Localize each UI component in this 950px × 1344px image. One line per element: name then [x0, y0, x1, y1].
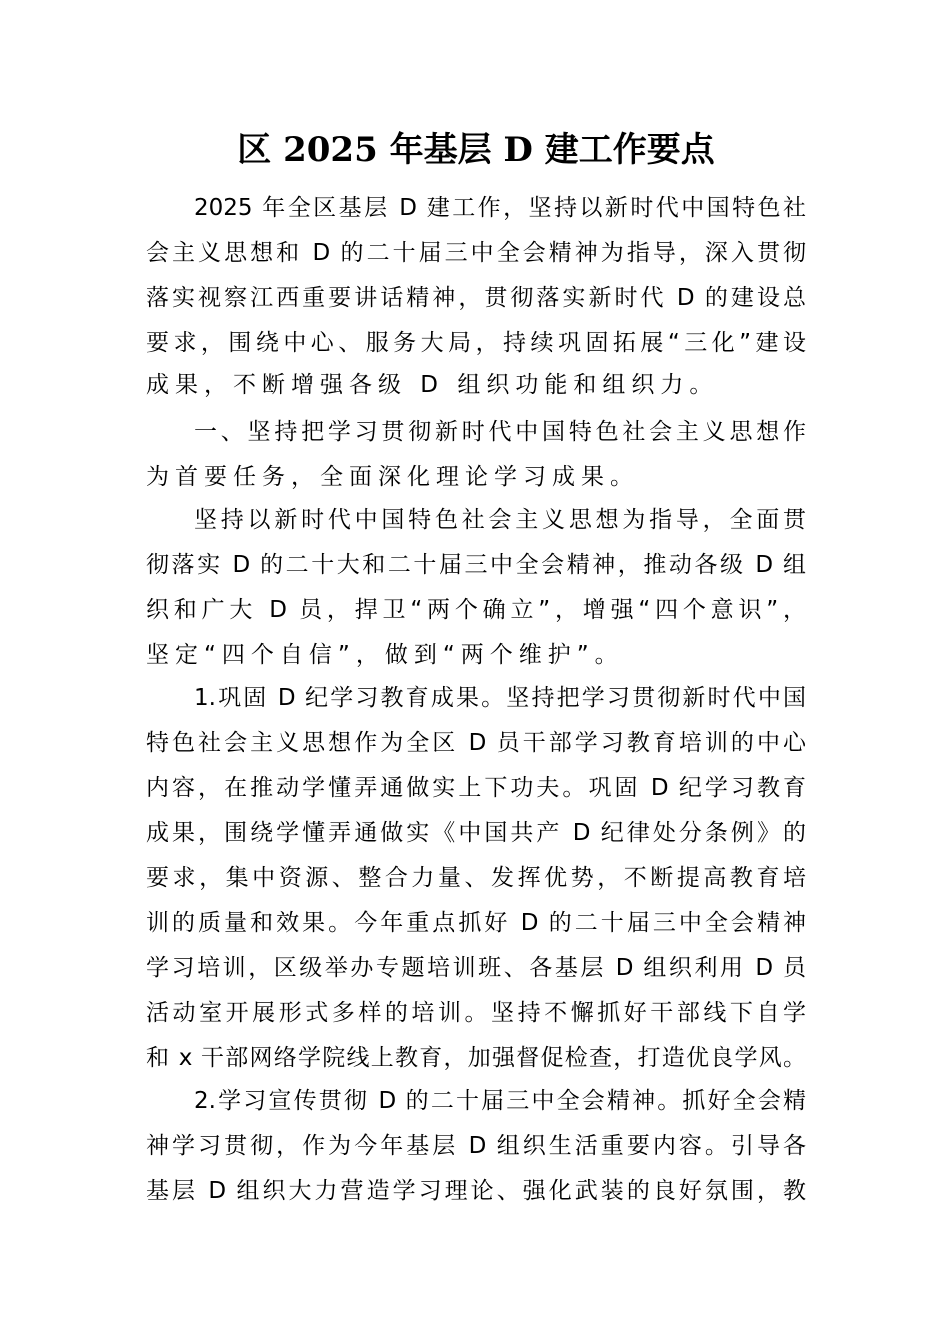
paragraph-1-line-4: 要求，围绕中心、服务大局，持续巩固拓展“三化”建设 — [146, 330, 806, 356]
paragraph-2-line-1: 坚持以新时代中国特色社会主义思想为指导，全面贯 — [194, 507, 806, 533]
paragraph-1-line-1: 2025 年全区基层 D 建工作，坚持以新时代中国特色社 — [194, 195, 806, 221]
item-1-line-2: 特色社会主义思想作为全区 D 员干部学习教育培训的中心 — [146, 730, 806, 756]
section-heading-1-line-2: 为首要任务，全面深化理论学习成果。 — [146, 464, 639, 490]
document-title: 区 2025 年基层 D 建工作要点 — [237, 130, 715, 170]
item-1-line-4: 成果，围绕学懂弄通做实《中国共产 D 纪律处分条例》的 — [146, 820, 806, 846]
paragraph-1-line-2: 会主义思想和 D 的二十届三中全会精神为指导，深入贯彻 — [146, 240, 806, 266]
item-1-line-5: 要求，集中资源、整合力量、发挥优势，不断提高教育培 — [146, 865, 806, 891]
paragraph-2-line-2: 彻落实 D 的二十大和二十届三中全会精神，推动各级 D 组 — [146, 552, 806, 578]
paragraph-1-line-3: 落实视察江西重要讲话精神，贯彻落实新时代 D 的建设总 — [146, 285, 806, 311]
paragraph-2-line-3: 织和广大 D 员，捍卫“两个确立”，增强“四个意识”， — [146, 597, 806, 623]
item-2-line-2: 神学习贯彻，作为今年基层 D 组织生活重要内容。引导各 — [146, 1133, 806, 1159]
paragraph-2-line-4: 坚定“四个自信”，做到“两个维护”。 — [146, 642, 624, 668]
item-1-line-7: 学习培训，区级举办专题培训班、各基层 D 组织利用 D 员 — [146, 955, 806, 981]
item-2-line-3: 基层 D 组织大力营造学习理论、强化武装的良好氛围，教 — [146, 1178, 806, 1204]
paragraph-1-line-5: 成果，不断增强各级 D 组织功能和组织力。 — [146, 372, 719, 398]
item-1-line-8: 活动室开展形式多样的培训。坚持不懈抓好干部线下自学 — [146, 1000, 806, 1026]
item-1-line-3: 内容，在推动学懂弄通做实上下功夫。巩固 D 纪学习教育 — [146, 775, 806, 801]
item-1-line-1: 1.巩固 D 纪学习教育成果。坚持把学习贯彻新时代中国 — [194, 685, 806, 711]
item-1-line-9: 和 x 干部网络学院线上教育，加强督促检查，打造优良学风。 — [146, 1045, 806, 1071]
section-heading-1-line-1: 一、坚持把学习贯彻新时代中国特色社会主义思想作 — [194, 419, 806, 445]
item-2-line-1: 2.学习宣传贯彻 D 的二十届三中全会精神。抓好全会精 — [194, 1088, 806, 1114]
item-1-line-6: 训的质量和效果。今年重点抓好 D 的二十届三中全会精神 — [146, 910, 806, 936]
